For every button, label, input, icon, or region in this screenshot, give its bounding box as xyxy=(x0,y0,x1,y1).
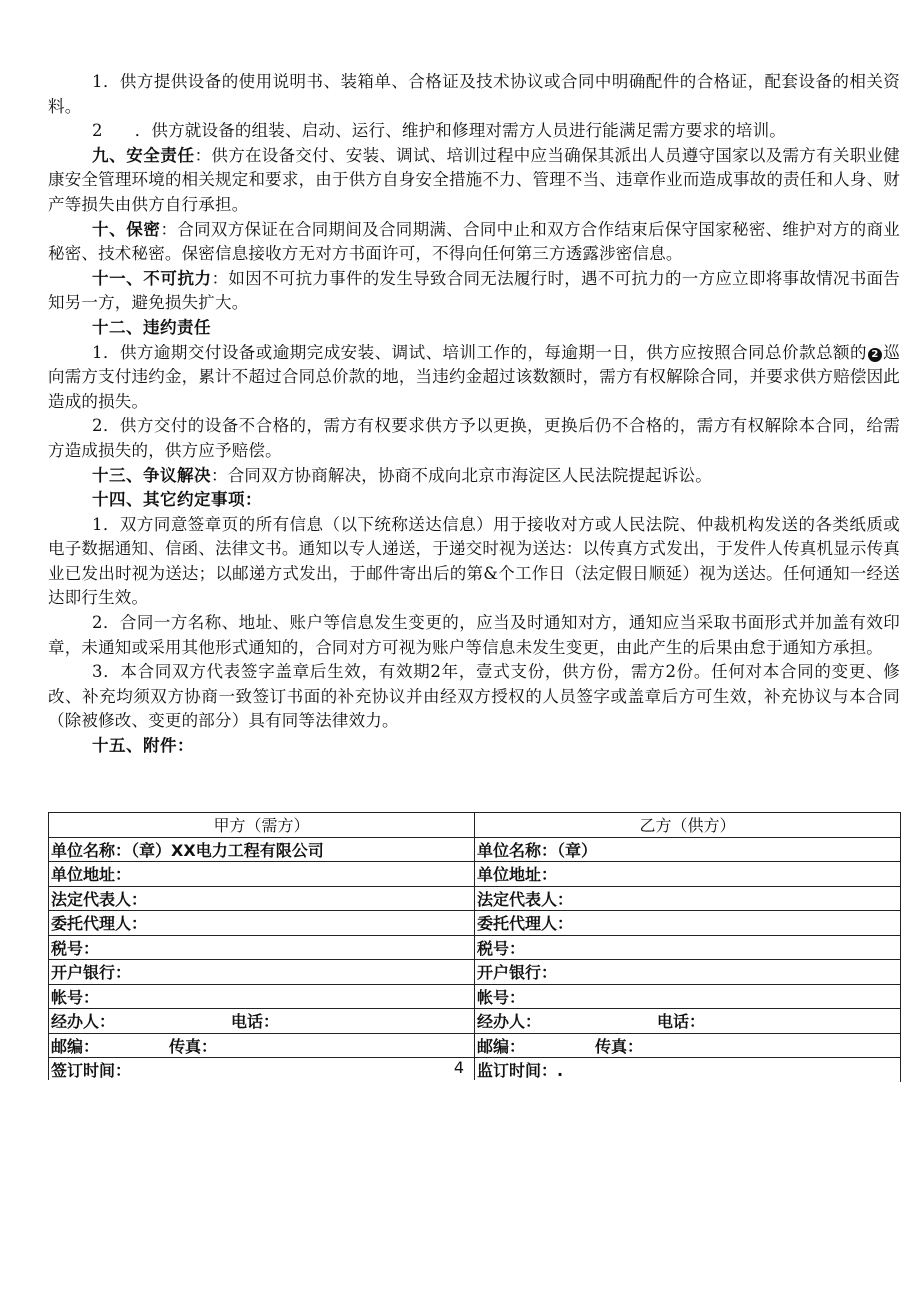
table-row xyxy=(49,935,901,960)
section-safety-heading: 九、安全责任 xyxy=(92,145,195,165)
party-a-agent-cell xyxy=(49,911,475,936)
paragraph-docs xyxy=(48,70,900,119)
party-b-tax-cell xyxy=(475,935,901,960)
party-b-legal-rep-cell xyxy=(475,886,901,911)
party-a-name-value: （章）XX电力工程有限公司 xyxy=(131,840,324,860)
table-row xyxy=(49,960,901,985)
party-a-phone-label: 电话： xyxy=(231,1012,280,1032)
other-clause-3-text: 3．本合同双方代表签字盖章后生效，有效期2年，壹式支份，供方份，需方2份。任何对本合同的变更、修改、补充均须双方协商一致签订书面的补充协议并由经双方授权的人员签字或盖章后方可生效，补充协议与本合同（除被修改、变更的部分）具有同等法律效力。 xyxy=(48,662,900,731)
liability-clause-1 xyxy=(48,341,900,415)
party-a-legal-rep-label: 法定代表人： xyxy=(51,889,148,909)
circled-number-icon: 2 xyxy=(868,348,882,362)
other-clause-3 xyxy=(48,660,900,734)
section-force-majeure xyxy=(48,267,900,316)
other-clause-2-text: 2．合同一方名称、地址、账户等信息发生变更的，应当及时通知对方，通知应当采取书面形式并加盖有效印章，未通知或采用其他形式通知的，合同对方可视为账户等信息未发生变更，由此产生的后果由怠于通知方承担。 xyxy=(48,613,900,657)
section-confidentiality-text: ：合同双方保证在合同期间及合同期满、合同中止和双方合作结束后保守国家秘密、维护对方的商业秘密、技术秘密。保密信息接收方无对方书面许可，不得向任何第三方透露涉密信息。 xyxy=(48,219,900,264)
other-clause-1 xyxy=(48,513,900,611)
party-b-agent-label: 委托代理人： xyxy=(477,914,574,934)
party-b-sign-time-cell xyxy=(475,1058,901,1082)
table-row xyxy=(49,1058,901,1082)
other-clause-2 xyxy=(48,611,900,660)
section-dispute xyxy=(48,464,900,489)
party-b-bank-cell xyxy=(475,960,901,985)
party-a-handler-label: 经办人： xyxy=(51,1012,116,1032)
party-b-postcode-cell xyxy=(475,1033,901,1058)
section-safety xyxy=(48,144,900,218)
party-a-handler-cell xyxy=(49,1009,475,1034)
party-a-bank-label: 开户银行： xyxy=(51,963,132,983)
party-b-sign-time-label: 监订时间：. xyxy=(477,1061,564,1081)
section-other-heading: 十四、其它约定事项： xyxy=(92,490,262,510)
table-row xyxy=(49,1009,901,1034)
party-b-account-cell xyxy=(475,984,901,1009)
party-b-address-cell xyxy=(475,862,901,887)
other-clause-1-text: 1．双方同意签章页的所有信息（以下统称送达信息）用于接收对方或人民法院、仲裁机构发送的各类纸质或电子数据通知、信函、法律文书。通知以专人递送，于递交时视为送达：以传真方式发出，于发件人传真机显示传真业已发出时视为送达；以邮递方式发出，于邮件寄出后的第&个工作日（法定假日顺延）视为送达。任何通知一经送达即行生效。 xyxy=(48,514,900,608)
party-a-address-cell xyxy=(49,862,475,887)
party-a-tax-cell xyxy=(49,935,475,960)
party-a-account-label: 帐号： xyxy=(51,987,100,1007)
section-dispute-heading: 十三、争议解决 xyxy=(92,465,211,485)
page-cut-mask xyxy=(48,1080,900,1100)
table-row xyxy=(49,911,901,936)
table-row xyxy=(49,862,901,887)
liability-clause-2 xyxy=(48,414,900,463)
party-a-legal-rep-cell xyxy=(49,886,475,911)
party-a-address-label: 单位地址： xyxy=(51,865,132,885)
party-b-fax-label: 传真： xyxy=(595,1036,644,1056)
party-b-header: 乙方（供方） xyxy=(475,813,901,838)
party-b-address-label: 单位地址： xyxy=(477,865,558,885)
section-liability-heading: 十二、违约责任 xyxy=(92,317,211,337)
party-a-bank-cell xyxy=(49,960,475,985)
paragraph-docs-text: 1．供方提供设备的使用说明书、装箱单、合格证及技术协议或合同中明确配件的合格证，配套设备的相关资料。 xyxy=(48,72,900,116)
party-a-tax-label: 税号： xyxy=(51,938,100,958)
party-b-handler-cell xyxy=(475,1009,901,1034)
liability-clause-1-text-a: 1．供方逾期交付设备或逾期完成安装、调试、培训工作的，每逾期一日，供方应按照合同总价款总额的 xyxy=(92,342,868,362)
table-row xyxy=(49,813,901,838)
table-row xyxy=(49,984,901,1009)
section-attachment-heading: 十五、附件： xyxy=(92,736,194,756)
party-b-name-value: （章） xyxy=(557,840,598,860)
section-dispute-text: ：合同双方协商解决，协商不成向北京市海淀区人民法院提起诉讼。 xyxy=(211,465,712,485)
signature-table xyxy=(48,812,901,1082)
section-force-majeure-heading: 十一、不可抗力 xyxy=(92,268,212,288)
party-b-account-label: 帐号： xyxy=(477,987,526,1007)
section-attachment xyxy=(48,734,900,759)
party-a-sign-time-cell xyxy=(49,1058,475,1082)
section-other xyxy=(48,488,900,513)
party-a-sign-time-label: 签订时间： xyxy=(51,1061,132,1081)
party-b-agent-cell xyxy=(475,911,901,936)
party-b-bank-label: 开户银行： xyxy=(477,963,558,983)
party-b-name-label: 单位名称： xyxy=(477,840,558,860)
party-b-tax-label: 税号： xyxy=(477,938,526,958)
section-confidentiality xyxy=(48,218,900,267)
paragraph-training xyxy=(48,119,900,144)
liability-clause-1-text-b: 巡向需方支付违约金，累计不超过合同总价款的地，当违约金超过该数额时，需方有权解除合同，并要求供方赔偿因此造成的损失。 xyxy=(48,342,900,411)
party-b-legal-rep-label: 法定代表人： xyxy=(477,889,574,909)
section-liability xyxy=(48,316,900,341)
table-row xyxy=(49,837,901,862)
table-row xyxy=(49,886,901,911)
liability-clause-2-text: 2．供方交付的设备不合格的，需方有权要求供方予以更换，更换后仍不合格的，需方有权解除本合同，给需方造成损失的，供方应予赔偿。 xyxy=(48,416,900,460)
party-a-postcode-label: 邮编： xyxy=(51,1036,100,1056)
party-b-postcode-label: 邮编： xyxy=(477,1036,526,1056)
paragraph-training-text: ．供方就设备的组装、启动、运行、维护和修理对需方人员进行能满足需方要求的培训。 xyxy=(134,121,787,141)
party-a-agent-label: 委托代理人： xyxy=(51,914,148,934)
party-a-account-cell xyxy=(49,984,475,1009)
party-b-handler-label: 经办人： xyxy=(477,1012,542,1032)
page-number: 4 xyxy=(453,1058,464,1077)
party-a-fax-label: 传真： xyxy=(169,1036,218,1056)
section-safety-text: ：供方在设备交付、安装、调试、培训过程中应当确保其派出人员遵守国家以及需方有关职业健康安全管理环境的相关规定和要求，由于供方自身安全措施不力、管理不当、违章作业而造成事故的责任和人身、财产等损失由供方自行承担。 xyxy=(48,145,901,214)
party-a-header: 甲方（需方） xyxy=(49,813,475,838)
party-a-postcode-cell xyxy=(49,1033,475,1058)
party-b-phone-label: 电话： xyxy=(657,1012,706,1032)
party-b-name-cell xyxy=(475,837,901,862)
party-a-name-cell xyxy=(49,837,475,862)
section-force-majeure-text: ：如因不可抗力事件的发生导致合同无法履行时，遇不可抗力的一方应立即将事故情况书面告知另一方，避免损失扩大。 xyxy=(48,268,900,313)
contract-body xyxy=(48,70,900,759)
section-confidentiality-heading: 十、保密 xyxy=(92,219,161,239)
party-a-name-label: 单位名称： xyxy=(51,840,132,860)
paragraph-training-number: 2 xyxy=(92,121,103,141)
table-row xyxy=(49,1033,901,1058)
